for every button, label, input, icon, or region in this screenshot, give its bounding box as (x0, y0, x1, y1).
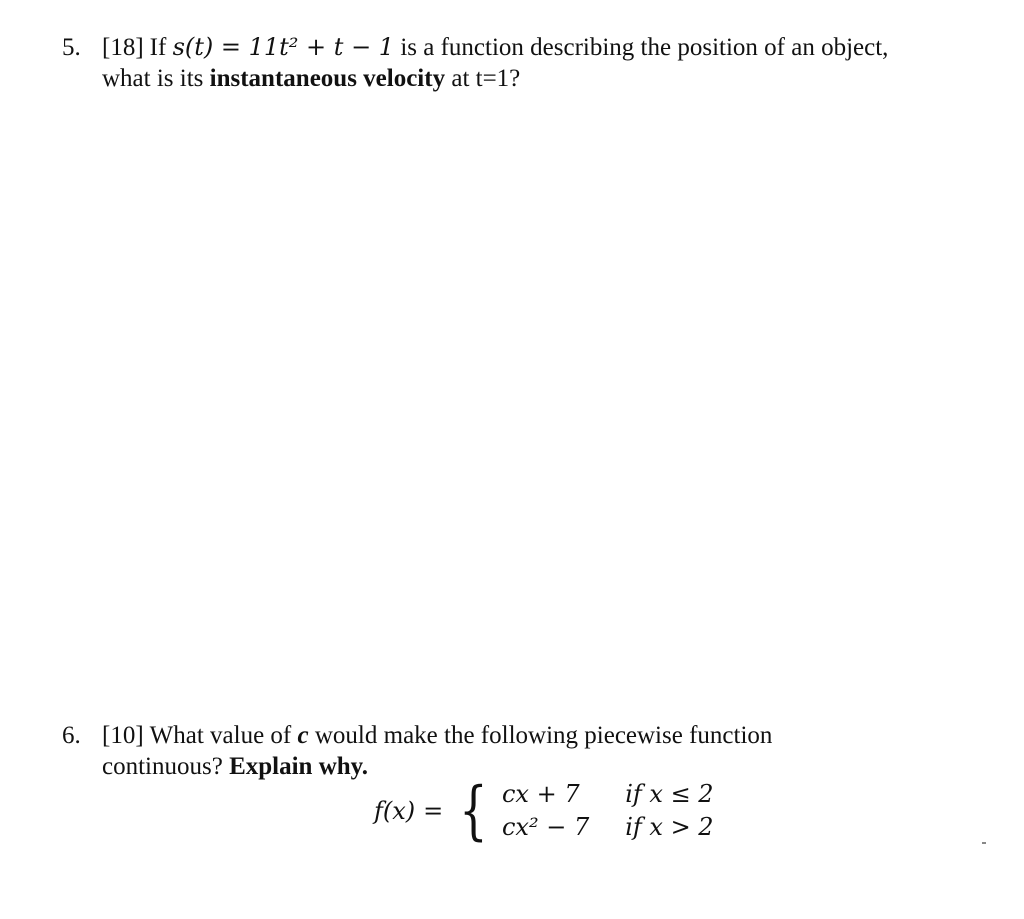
emphasis-text: Explain why. (229, 753, 369, 780)
problem-points: [10] (102, 722, 144, 749)
problem-5-line-2 (62, 63, 1002, 94)
problem-5-line-1 (62, 32, 1002, 63)
equals-sign: = (213, 33, 249, 61)
piecewise-function (374, 774, 714, 848)
piecewise-lhs: f(x) (374, 797, 416, 825)
variable-c: c (297, 722, 309, 749)
problem-6 (62, 720, 1002, 782)
case-2-expression: cx² − 7 (501, 813, 590, 841)
function-lhs: s(t) (172, 33, 214, 61)
problem-number: 5. (62, 34, 81, 61)
case-2-condition: if x > 2 (625, 813, 714, 841)
problem-5 (62, 32, 1002, 94)
problem-text: would make the following piecewise function (308, 722, 773, 749)
stray-mark (982, 842, 986, 844)
left-brace: { (459, 774, 488, 848)
problem-points: [18] (102, 34, 144, 61)
equals-sign: = (423, 797, 444, 825)
problem-text: at t=1? (445, 65, 521, 92)
case-1-condition: if x ≤ 2 (625, 780, 714, 808)
emphasis-text: instantaneous velocity (209, 65, 446, 92)
problem-6-line-1 (62, 720, 1002, 751)
problem-number: 6. (62, 722, 81, 749)
problem-text: what is its (102, 65, 210, 92)
problem-text: What value of (149, 722, 298, 749)
problem-text: If (149, 34, 173, 61)
case-1-expression: cx + 7 (501, 780, 580, 808)
piecewise-cases (502, 779, 714, 843)
problem-text: continuous? (102, 753, 230, 780)
function-rhs: 11t² + t − 1 (248, 33, 395, 61)
problem-text: is a function describing the position of an object, (394, 34, 889, 61)
